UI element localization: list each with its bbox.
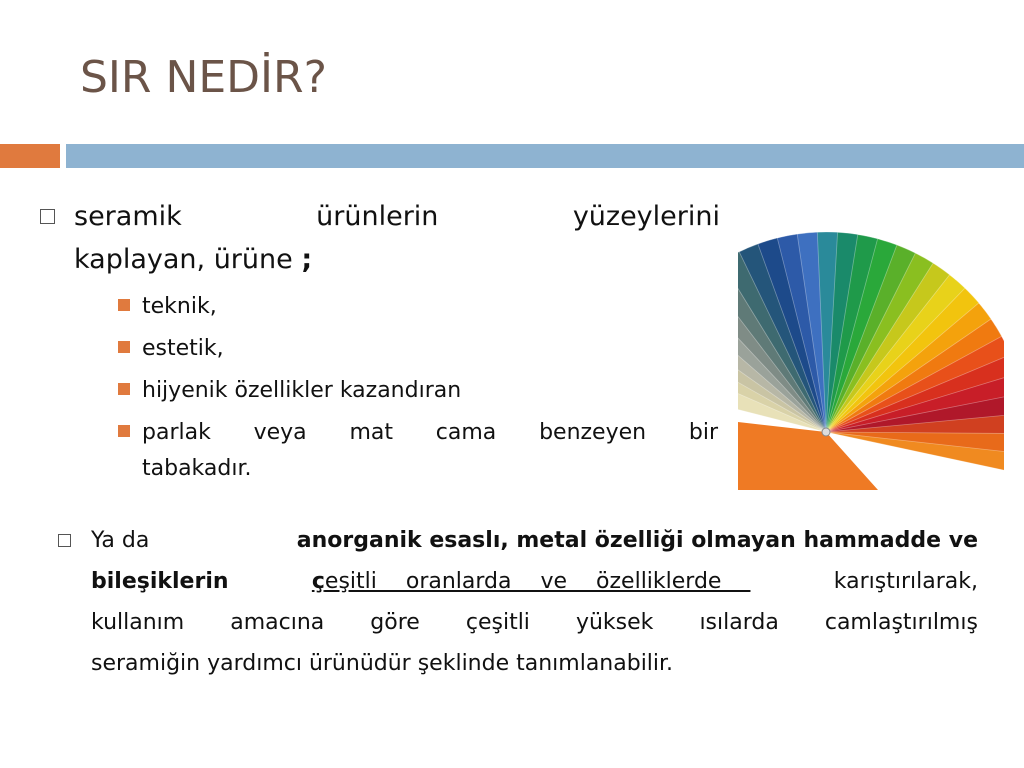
bullet-2	[58, 520, 978, 684]
word: yüksek	[575, 610, 654, 635]
bold-text: anorganik esaslı, metal özelliği olmayan hammadde ve	[296, 528, 978, 553]
sub-bullet-item	[118, 370, 718, 412]
word: veya	[253, 420, 307, 445]
word: mat	[349, 420, 393, 445]
header-accent-blue	[66, 144, 1024, 168]
text: Ya da	[91, 528, 150, 553]
bullet-1-line-2	[74, 238, 720, 281]
bold-text: bileşiklerin	[91, 569, 229, 594]
underlined-text: eşitli oranlarda ve özelliklerde	[324, 569, 751, 594]
sub-bullet-text: tabakadır.	[142, 456, 252, 481]
word: çeşitli	[465, 610, 530, 635]
word: camlaştırılmış	[824, 610, 978, 635]
sub-bullet-item	[118, 412, 718, 487]
color-fan-swatch-image	[738, 210, 1004, 490]
text: karıştırılarak,	[833, 569, 978, 594]
sub-bullet-text: teknik,	[142, 294, 217, 319]
semicolon: ;	[301, 244, 313, 275]
sub-bullet-list	[118, 286, 718, 487]
hollow-square-bullet-icon	[58, 534, 71, 547]
bullet-2-line-4: seramiğin yardımcı ürünüdür şeklinde tanımlanabilir.	[91, 651, 674, 676]
sub-bullet-item	[118, 286, 718, 328]
bullet-2-line-1	[91, 520, 978, 561]
word: bir	[688, 420, 718, 445]
word: yüzeylerini	[572, 201, 720, 232]
bullet-2-line-3	[91, 602, 978, 643]
sub-bullet-item	[118, 328, 718, 370]
filled-square-bullet-icon	[118, 299, 130, 311]
bold-underlined-text: ç	[311, 569, 325, 594]
word: seramik	[74, 201, 182, 232]
bullet-1-text: kaplayan, ürüne	[74, 244, 302, 275]
bullet-1	[40, 195, 720, 281]
word: benzeyen	[539, 420, 647, 445]
word: kullanım	[91, 610, 185, 635]
word: ısılarda	[699, 610, 779, 635]
slide-title: SIR NEDİR?	[80, 52, 327, 103]
header-accent-orange	[0, 144, 60, 168]
word: göre	[370, 610, 420, 635]
filled-square-bullet-icon	[118, 383, 130, 395]
hollow-square-bullet-icon	[40, 209, 55, 224]
sub-bullet-text: hijyenik özellikler kazandıran	[142, 378, 462, 403]
sub-bullet-text: estetik,	[142, 336, 224, 361]
word: cama	[435, 420, 497, 445]
word: amacına	[230, 610, 325, 635]
bullet-2-line-2	[91, 561, 978, 602]
word: parlak	[142, 420, 211, 445]
bullet-1-line-1	[74, 195, 720, 238]
word: ürünlerin	[316, 201, 439, 232]
filled-square-bullet-icon	[118, 425, 130, 437]
fan-pin	[822, 428, 830, 436]
filled-square-bullet-icon	[118, 341, 130, 353]
